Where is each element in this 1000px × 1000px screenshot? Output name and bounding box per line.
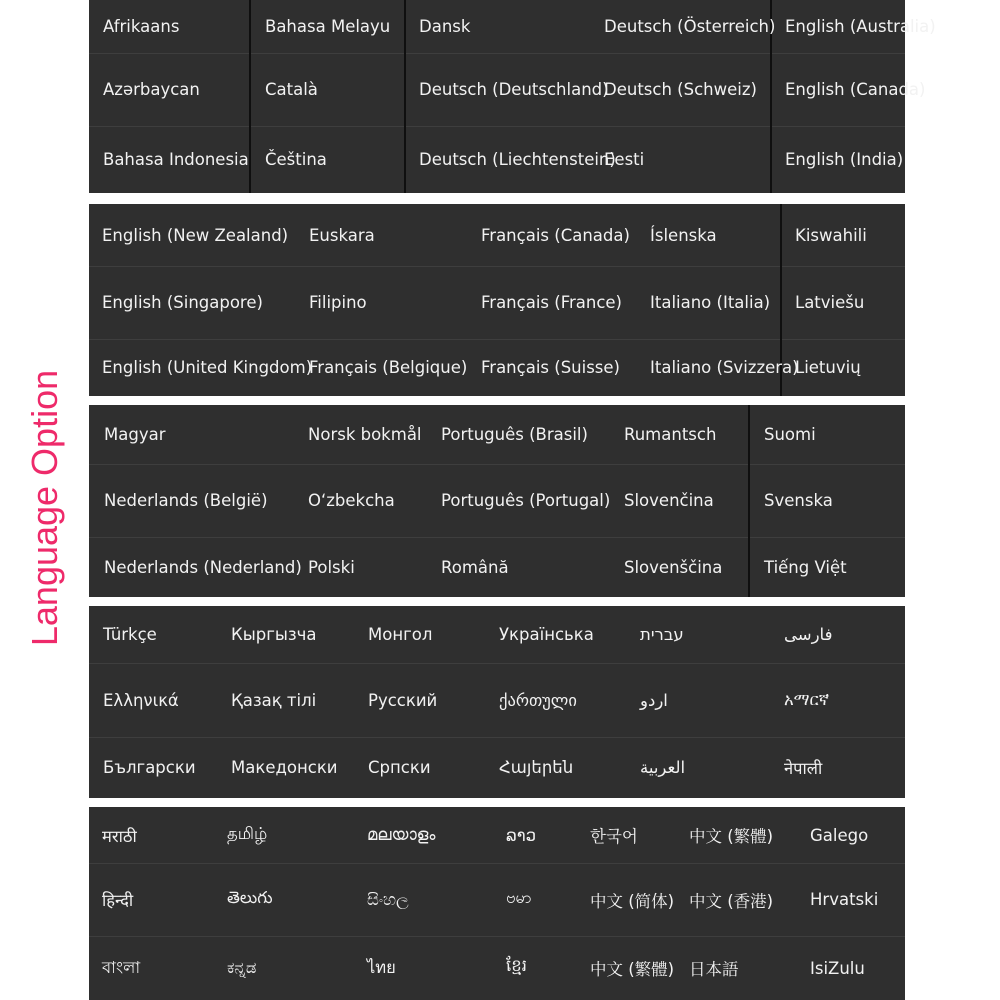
language-panel: [89, 807, 905, 1000]
language-option[interactable]: Српски: [368, 758, 431, 777]
language-panel: [89, 204, 905, 396]
language-option[interactable]: English (India): [785, 150, 904, 169]
language-option[interactable]: தமிழ்: [227, 824, 268, 843]
language-option[interactable]: Íslenska: [650, 225, 717, 245]
language-option[interactable]: Nederlands (Nederland): [104, 557, 302, 577]
language-option[interactable]: हिन्दी: [102, 891, 134, 910]
language-option[interactable]: Қазақ тілі: [231, 690, 317, 710]
language-option[interactable]: Български: [103, 758, 196, 777]
language-option[interactable]: Deutsch (Österreich): [604, 17, 776, 36]
language-option[interactable]: English (Singapore): [102, 293, 263, 312]
language-option[interactable]: Français (Canada): [481, 225, 630, 245]
language-option[interactable]: Svenska: [764, 491, 833, 510]
language-option[interactable]: English (United Kingdom): [102, 358, 313, 377]
language-option[interactable]: Ελληνικά: [103, 690, 179, 710]
language-option[interactable]: Հայերեն: [499, 758, 574, 777]
language-option[interactable]: Français (France): [481, 293, 622, 312]
language-option[interactable]: Bahasa Indonesia: [103, 150, 249, 169]
language-option[interactable]: ಕನ್ನಡ: [227, 958, 257, 977]
language-option[interactable]: Deutsch (Deutschland): [419, 80, 609, 99]
language-option[interactable]: العربية: [640, 758, 686, 777]
language-option[interactable]: नेपाली: [784, 759, 823, 778]
language-panel: [89, 606, 905, 798]
language-option[interactable]: Tiếng Việt: [764, 557, 847, 577]
language-option[interactable]: ไทย: [367, 958, 396, 977]
language-option[interactable]: Eesti: [604, 150, 645, 169]
language-option[interactable]: Bahasa Melayu: [265, 17, 391, 36]
language-option[interactable]: فارسی: [784, 625, 833, 644]
language-option[interactable]: മലയാളം: [367, 825, 436, 844]
language-option[interactable]: 中文 (香港): [689, 891, 774, 911]
language-option[interactable]: Slovenčina: [624, 491, 714, 510]
language-option[interactable]: Українська: [499, 625, 594, 644]
language-option[interactable]: O‘zbekcha: [308, 491, 395, 510]
language-option[interactable]: Türkçe: [103, 625, 157, 644]
language-option[interactable]: Kiswahili: [795, 225, 867, 245]
language-option[interactable]: Nederlands (België): [104, 491, 268, 510]
language-option[interactable]: తెలుగు: [227, 888, 273, 907]
language-option[interactable]: ລາວ: [506, 825, 537, 845]
language-panel: [89, 0, 936, 193]
language-option[interactable]: Português (Brasil): [441, 425, 588, 444]
language-option[interactable]: 中文 (简体): [590, 891, 675, 911]
language-option[interactable]: Català: [265, 80, 318, 99]
language-option[interactable]: اردو: [640, 690, 668, 710]
language-option[interactable]: ខ្មែរ: [506, 956, 527, 975]
language-option[interactable]: Afrikaans: [103, 17, 180, 36]
language-option[interactable]: English (Australia): [785, 17, 936, 36]
language-option[interactable]: Кыргызча: [231, 625, 317, 644]
row-divider: [89, 936, 905, 937]
column-divider: [748, 405, 750, 597]
language-option[interactable]: עברית: [640, 625, 684, 644]
language-option[interactable]: Deutsch (Schweiz): [604, 80, 757, 99]
language-option[interactable]: Português (Portugal): [441, 491, 611, 510]
language-option[interactable]: English (New Zealand): [102, 225, 289, 245]
language-option[interactable]: 中文 (繁體): [689, 827, 774, 846]
page-title: Language Option: [24, 369, 65, 647]
language-option[interactable]: Hrvatski: [810, 890, 879, 909]
column-divider: [249, 0, 251, 193]
language-option[interactable]: Latviešu: [795, 293, 865, 312]
language-option[interactable]: 中文 (繁體): [590, 960, 675, 979]
language-option[interactable]: සිංහල: [367, 889, 409, 909]
language-option[interactable]: Magyar: [104, 425, 166, 444]
language-option[interactable]: Dansk: [419, 17, 471, 36]
language-option[interactable]: 한국어: [590, 827, 638, 846]
language-option[interactable]: Italiano (Italia): [650, 293, 771, 312]
language-option[interactable]: Polski: [308, 557, 355, 577]
language-option[interactable]: አማርኛ: [784, 690, 830, 709]
language-option[interactable]: ქართული: [499, 690, 577, 710]
language-option[interactable]: Română: [441, 557, 509, 577]
language-option[interactable]: Français (Belgique): [309, 358, 468, 377]
row-divider: [89, 863, 905, 864]
language-option[interactable]: Deutsch (Liechtenstein): [419, 150, 616, 169]
language-option[interactable]: Norsk bokmål: [308, 425, 422, 444]
language-option[interactable]: IsiZulu: [810, 958, 865, 978]
language-option[interactable]: Slovenščina: [624, 557, 723, 577]
language-option[interactable]: Français (Suisse): [481, 358, 620, 377]
language-option[interactable]: 日本語: [689, 960, 739, 979]
language-option[interactable]: বাংলা: [102, 957, 141, 977]
language-option[interactable]: Монгол: [368, 625, 433, 644]
language-option[interactable]: Filipino: [309, 293, 367, 312]
language-option[interactable]: Македонски: [231, 758, 338, 777]
column-divider: [404, 0, 406, 193]
language-option[interactable]: Русский: [368, 690, 438, 710]
language-option[interactable]: Galego: [810, 825, 869, 845]
language-option[interactable]: मराठी: [102, 826, 137, 846]
language-option[interactable]: Azərbaycan: [103, 80, 200, 99]
language-option[interactable]: ဗမာ: [506, 887, 532, 907]
language-panel: [89, 405, 905, 597]
language-option[interactable]: Rumantsch: [624, 425, 717, 444]
language-option[interactable]: Lietuvių: [795, 358, 861, 377]
row-divider: [89, 737, 905, 738]
row-divider: [89, 663, 905, 664]
language-option[interactable]: Euskara: [309, 225, 375, 245]
language-option[interactable]: Čeština: [265, 150, 327, 169]
language-option[interactable]: Suomi: [764, 425, 816, 444]
language-option[interactable]: English (Canada): [785, 80, 926, 99]
language-option[interactable]: Italiano (Svizzera): [650, 358, 799, 377]
